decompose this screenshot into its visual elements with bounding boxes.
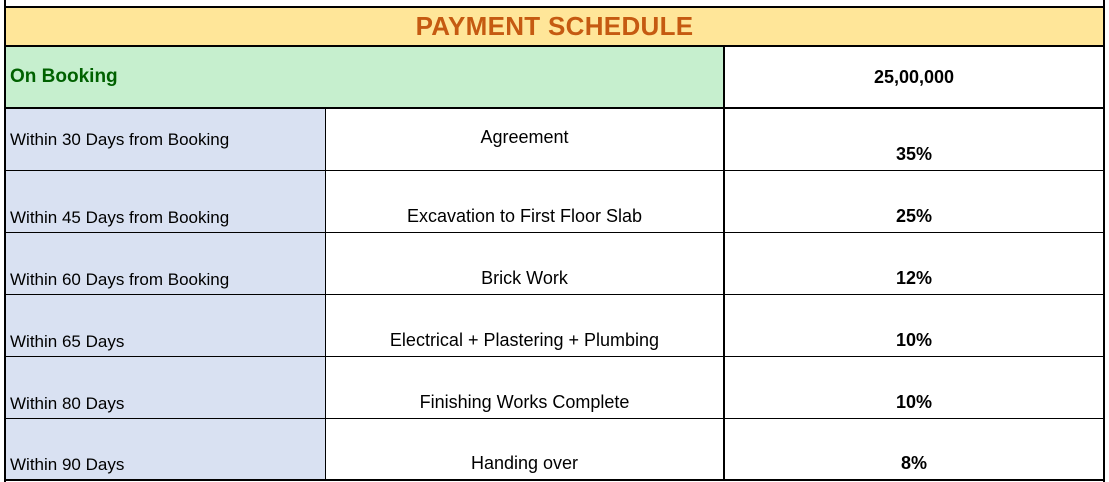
schedule-when: Within 65 Days — [6, 295, 326, 356]
schedule-stage: Brick Work — [326, 233, 725, 294]
top-strip — [6, 0, 1103, 8]
table-row — [6, 295, 1103, 357]
table-title: PAYMENT SCHEDULE — [415, 11, 694, 41]
title-row — [6, 8, 1103, 47]
schedule-when: Within 90 Days — [6, 419, 326, 479]
schedule-when: Within 30 Days from Booking — [6, 109, 326, 170]
booking-amount: 25,00,000 — [873, 66, 955, 87]
schedule-percent: 10% — [895, 392, 933, 412]
schedule-percent: 8% — [900, 453, 927, 473]
table-row — [6, 357, 1103, 419]
schedule-stage: Handing over — [326, 419, 725, 479]
table-row — [6, 233, 1103, 295]
table-row — [6, 109, 1103, 171]
schedule-percent: 35% — [895, 144, 933, 164]
schedule-stage: Excavation to First Floor Slab — [326, 171, 725, 232]
schedule-percent: 25% — [895, 206, 933, 226]
schedule-stage: Finishing Works Complete — [326, 357, 725, 418]
schedule-stage: Electrical + Plastering + Plumbing — [326, 295, 725, 356]
booking-label: On Booking — [6, 47, 725, 107]
schedule-when: Within 80 Days — [6, 357, 326, 418]
schedule-percent: 10% — [895, 330, 933, 350]
payment-schedule-table — [4, 0, 1105, 482]
schedule-when: Within 60 Days from Booking — [6, 233, 326, 294]
table-row — [6, 171, 1103, 233]
schedule-when: Within 45 Days from Booking — [6, 171, 326, 232]
booking-row — [6, 47, 1103, 109]
table-row — [6, 419, 1103, 481]
schedule-stage: Agreement — [326, 109, 725, 170]
schedule-percent: 12% — [895, 268, 933, 288]
schedule-rows — [6, 109, 1103, 481]
